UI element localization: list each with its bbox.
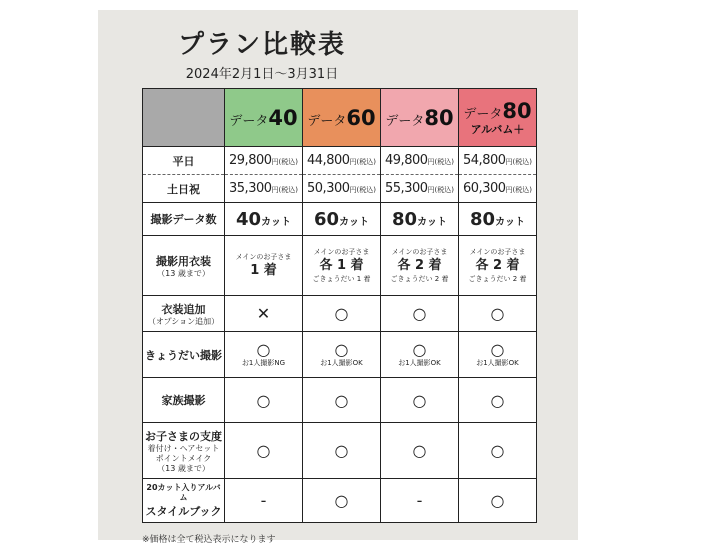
circle-mark: ○ お1人撮影NG xyxy=(225,332,303,378)
holiday-price-cell: 50,300円(税込) xyxy=(303,175,381,203)
plan-header-row xyxy=(143,89,537,147)
dash-mark: - xyxy=(225,479,303,523)
holiday-price-cell: 55,300円(税込) xyxy=(381,175,459,203)
circle-mark: ○ xyxy=(459,378,537,423)
dash-mark: - xyxy=(381,479,459,523)
circle-mark: ○ xyxy=(459,296,537,332)
costume-cell: メインのお子さま 1 着 xyxy=(225,236,303,296)
circle-mark: ○ お1人撮影OK xyxy=(381,332,459,378)
weekday-price-cell: 44,800円(税込) xyxy=(303,147,381,175)
holiday-price-cell: 60,300円(税込) xyxy=(459,175,537,203)
weekday-price-cell: 29,800円(税込) xyxy=(225,147,303,175)
costume-cell: メインのお子さま 各 2 着 ごきょうだい 2 着 xyxy=(459,236,537,296)
costume-cell: メインのお子さま 各 1 着 ごきょうだい 1 着 xyxy=(303,236,381,296)
data-count-row xyxy=(143,203,537,236)
siblings-label: きょうだい撮影 xyxy=(143,332,225,378)
costume-label: 撮影用衣装 （13 歳まで） xyxy=(143,236,225,296)
costume-row xyxy=(143,236,537,296)
plan-header-data60: データ60 xyxy=(303,89,381,147)
plan-header-data80: データ80 xyxy=(381,89,459,147)
campaign-period: 2024年2月1日〜3月31日 xyxy=(185,67,339,82)
cross-mark: ✕ xyxy=(225,296,303,332)
holiday-label: 土日祝 xyxy=(143,175,225,203)
circle-mark: ○ お1人撮影OK xyxy=(459,332,537,378)
siblings-row xyxy=(143,332,537,378)
family-row xyxy=(143,378,537,423)
album-plus-label: アルバム＋ xyxy=(470,122,525,136)
circle-mark: ○ xyxy=(303,479,381,523)
weekday-label: 平日 xyxy=(143,147,225,175)
header-corner-cell xyxy=(143,89,225,147)
page-title: プラン比較表 xyxy=(177,30,346,60)
weekday-price-cell: 49,800円(税込) xyxy=(381,147,459,175)
prep-label: お子さまの支度 着付け・ヘアセット ポイントメイク （13 歳まで） xyxy=(143,423,225,479)
circle-mark: ○ xyxy=(459,479,537,523)
circle-mark: ○ xyxy=(303,423,381,479)
tax-footnote: ※価格は全て税込表示になります xyxy=(142,535,276,545)
prep-row xyxy=(143,423,537,479)
data-count-cell: 60カット xyxy=(303,203,381,236)
plan-header-data80-album: データ80 アルバム＋ xyxy=(459,89,537,147)
weekday-price-row xyxy=(143,147,537,175)
album-label: 20カット入りアルバム スタイルブック xyxy=(143,479,225,523)
costume-add-label: 衣装追加 （オプション追加） xyxy=(143,296,225,332)
costume-add-row xyxy=(143,296,537,332)
costume-cell: メインのお子さま 各 2 着 ごきょうだい 2 着 xyxy=(381,236,459,296)
data-count-cell: 40カット xyxy=(225,203,303,236)
circle-mark: ○ xyxy=(303,296,381,332)
holiday-price-cell: 35,300円(税込) xyxy=(225,175,303,203)
circle-mark: ○ xyxy=(225,423,303,479)
data-count-cell: 80カット xyxy=(459,203,537,236)
circle-mark: ○ xyxy=(381,296,459,332)
circle-mark: ○ xyxy=(303,378,381,423)
circle-mark: ○ お1人撮影OK xyxy=(303,332,381,378)
holiday-price-row xyxy=(143,175,537,203)
family-label: 家族撮影 xyxy=(143,378,225,423)
plan-comparison-table xyxy=(142,88,537,523)
album-row xyxy=(143,479,537,523)
weekday-price-cell: 54,800円(税込) xyxy=(459,147,537,175)
data-count-cell: 80カット xyxy=(381,203,459,236)
circle-mark: ○ xyxy=(459,423,537,479)
circle-mark: ○ xyxy=(225,378,303,423)
data-count-label: 撮影データ数 xyxy=(143,203,225,236)
plan-header-data40: データ40 xyxy=(225,89,303,147)
circle-mark: ○ xyxy=(381,423,459,479)
circle-mark: ○ xyxy=(381,378,459,423)
